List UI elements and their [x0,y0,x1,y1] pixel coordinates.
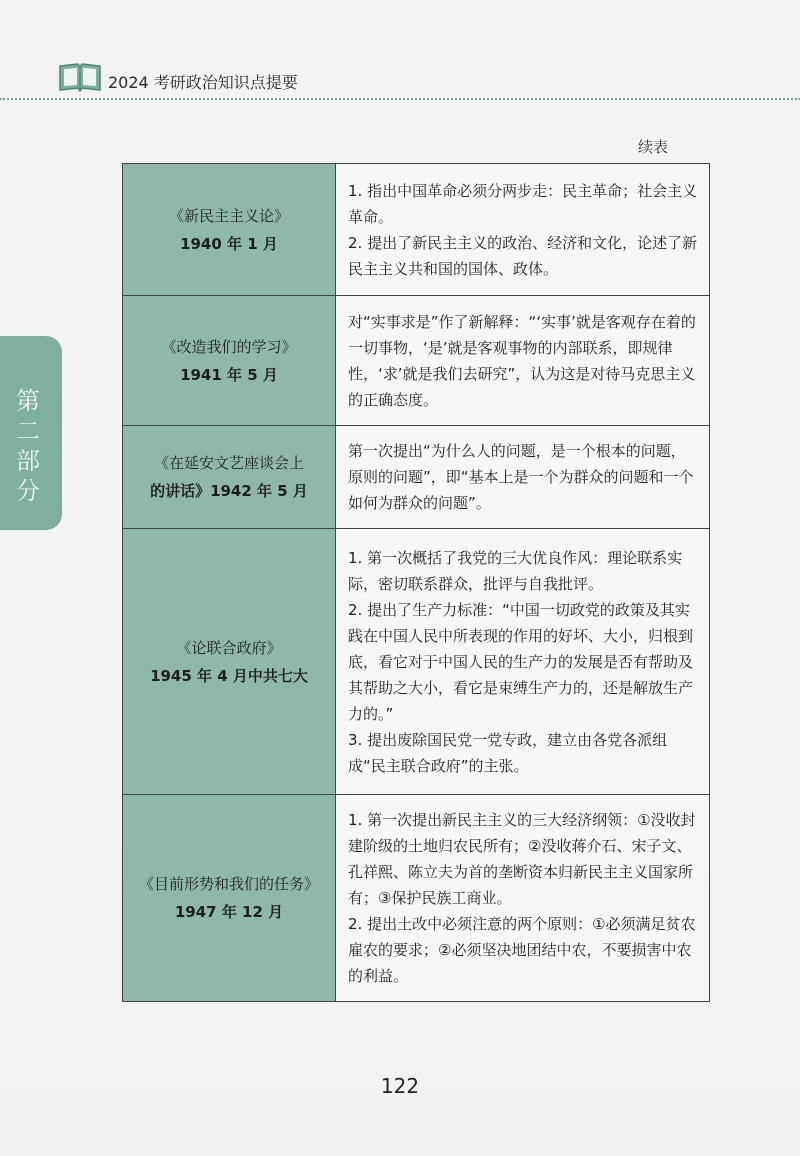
header-title: 2024 考研政治知识点提要 [108,73,298,92]
open-book-icon [58,60,102,94]
table-row [123,795,710,1002]
work-cell [123,426,336,529]
summary-cell [336,795,710,1002]
work-title: 《论联合政府》 [176,638,282,657]
summary-point: 第一次提出“为什么人的问题，是一个根本的问题，原则的问题”，即“基本上是一个为群众的问题和一个如何为群众的问题”。 [348,442,694,512]
summary-point: 2. 提出了生产力标准：“中国一切政党的政策及其实践在中国人民中所表现的作用的好坏、大小，归根到底，看它对于中国人民的生产力的发展是否有帮助及其帮助之大小，看它是束缚生产力的，还是解放生产力的。” [348,600,694,723]
section-tab-label: 第二部分 [16,387,40,505]
work-title: 《在延安文艺座谈会上 [153,454,304,472]
work-title: 《新民主主义论》 [168,206,289,225]
works-table [122,163,710,1002]
summary-cell [336,296,710,426]
table-row [123,426,710,529]
summary-point: 对“实事求是”作了新解释：“‘实事’就是客观存在着的一切事物，‘是’就是客观事物的内部联系，即规律性，‘求’就是我们去研究”，认为这是对待马克思主义的正确态度。 [348,312,696,409]
work-cell [123,296,336,426]
work-date: 1945 年 4 月中共七大 [150,666,308,685]
header-divider [0,98,800,100]
summary-point: 2. 提出了新民主主义的政治、经济和文化，论述了新民主主义共和国的国体、政体。 [348,233,698,278]
work-date: 1947 年 12 月 [174,903,284,921]
continued-label: 续表 [638,138,669,156]
summary-point: 3. 提出废除国民党一党专政，建立由各党各派组成“民主联合政府”的主张。 [348,730,668,775]
page-header [58,58,778,98]
summary-point: 1. 第一次概括了我党的三大优良作风：理论联系实际，密切联系群众，批评与自我批评。 [348,548,683,593]
work-date: 1940 年 1 月 [180,234,278,253]
work-title: 《目前形势和我们的任务》 [138,875,319,893]
work-date: 1941 年 5 月 [180,365,278,384]
work-title: 《改造我们的学习》 [161,337,297,356]
table-row [123,296,710,426]
work-cell [123,529,336,795]
section-side-tab [0,336,62,530]
summary-point: 2. 提出土改中必须注意的两个原则：①必须满足贫农雇农的要求；②必须坚决地团结中农，不要损害中农的利益。 [348,915,696,985]
page-number: 122 [380,1074,420,1098]
work-cell [123,795,336,1002]
work-date: 的讲话》1942 年 5 月 [150,482,308,500]
work-cell [123,164,336,296]
summary-cell [336,529,710,795]
table-row [123,164,710,296]
table-row [123,529,710,795]
summary-point: 1. 第一次提出新民主主义的三大经济纲领：①没收封建阶级的土地归农民所有；②没收蒋介石、宋子文、孔祥熙、陈立夫为首的垄断资本归新民主主义国家所有；③保护民族工商业。 [348,811,696,907]
summary-cell [336,164,710,296]
summary-point: 1. 指出中国革命必须分两步走：民主革命；社会主义革命。 [348,181,698,226]
summary-cell [336,426,710,529]
